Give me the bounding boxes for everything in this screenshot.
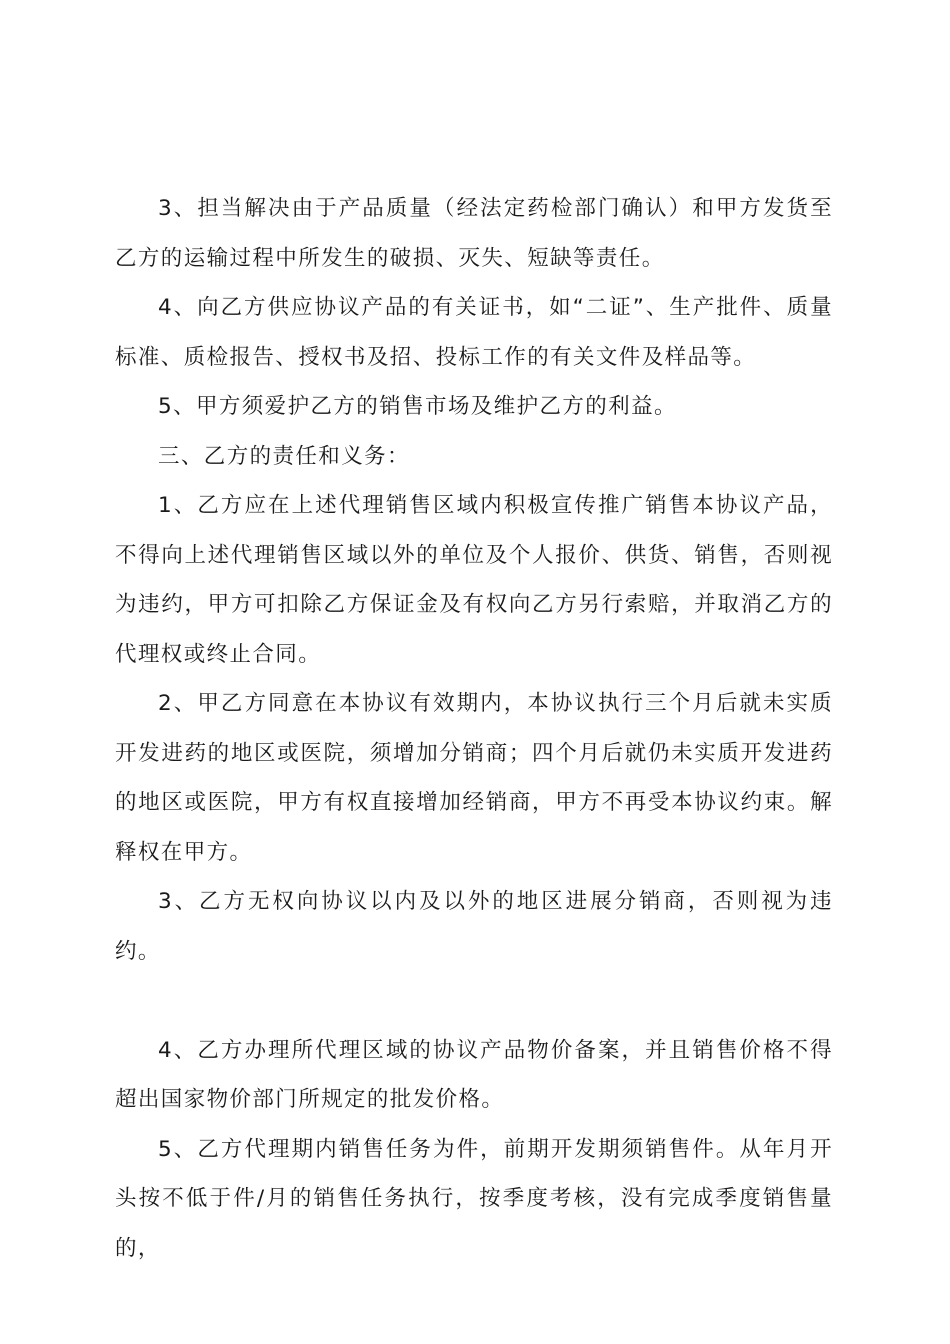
- paragraph-party-a-item-5: 5、甲方须爱护乙方的销售市场及维护乙方的利益。: [158, 394, 677, 419]
- paragraph-party-b-item-1: 1、乙方应在上述代理销售区域内积极宣传推广销售本协议产品，不得向上述代理销售区域以外的单位及个人报价、供货、销售，否则视为违约，甲方可扣除乙方保证金及有权向乙方另行索赔，并取消乙方的代理权或终止合同。: [115, 493, 833, 667]
- paragraph-party-a-item-4: 4、向乙方供应协议产品的有关证书，如“二证”、生产批件、质量标准、质检报告、授权书及招、投标工作的有关文件及样品等。: [115, 295, 833, 370]
- section-heading-party-b: 三、乙方的责任和义务：: [158, 443, 410, 469]
- document-body: [115, 184, 833, 1273]
- paragraph-party-b-item-2: 2、甲乙方同意在本协议有效期内，本协议执行三个月后就未实质开发进药的地区或医院，须增加分销商；四个月后就仍未实质开发进药的地区或医院，甲方有权直接增加经销商，甲方不再受本协议约束。解释权在甲方。: [115, 691, 833, 865]
- paragraph-party-b-item-3: 3、乙方无权向协议以内及以外的地区进展分销商，否则视为违约。: [115, 889, 833, 964]
- paragraph-party-b-item-4: 4、乙方办理所代理区域的协议产品物价备案，并且销售价格不得超出国家物价部门所规定的批发价格。: [115, 1037, 833, 1112]
- paragraph-party-a-item-3: 3、担当解决由于产品质量（经法定药检部门确认）和甲方发货至乙方的运输过程中所发生的破损、灭失、短缺等责任。: [115, 196, 833, 271]
- paragraph-party-b-item-5: 5、乙方代理期内销售任务为件，前期开发期须销售件。从年月开头按不低于件/月的销售任务执行，按季度考核，没有完成季度销售量的，: [115, 1136, 833, 1261]
- paragraph-spacer: [115, 976, 833, 1026]
